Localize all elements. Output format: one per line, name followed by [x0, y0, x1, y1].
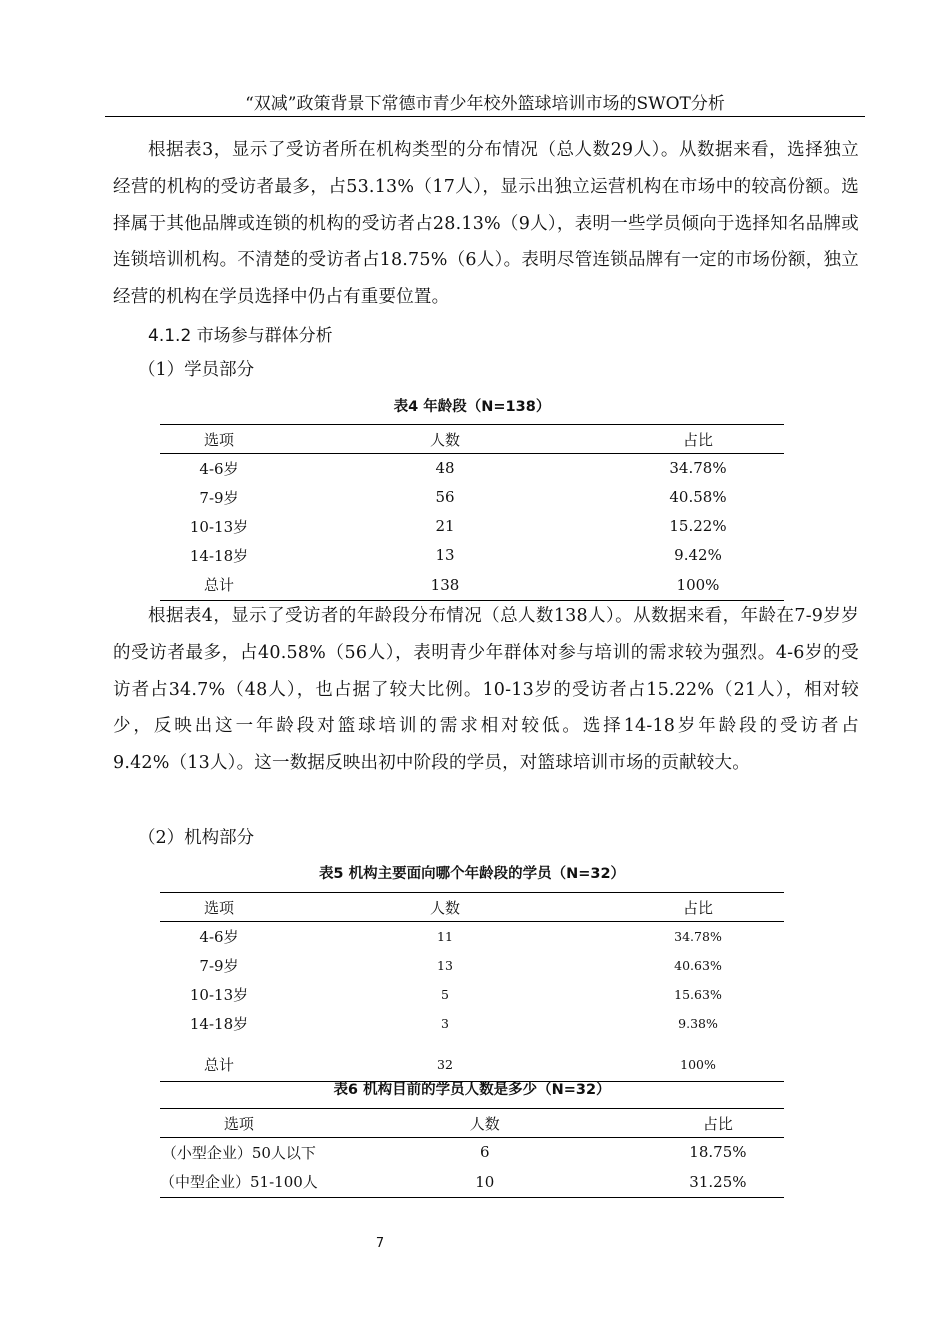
cell-percent: 100%: [612, 1038, 784, 1082]
table4: [160, 424, 784, 601]
cell-count: 21: [435, 517, 455, 535]
subsection-institutions: （2）机构部分: [138, 828, 255, 848]
cell-option: 7-9岁: [199, 488, 239, 507]
column-header: 选项: [160, 893, 278, 922]
table-row: [160, 922, 784, 951]
table5-caption: 表5 机构主要面向哪个年龄段的学员（N=32）: [318, 866, 626, 882]
cell-option: 14-18岁: [189, 1014, 249, 1033]
cell-percent: 9.42%: [674, 546, 722, 564]
cell-option: （小型企业）50人以下: [161, 1143, 316, 1162]
table-row: [160, 454, 784, 483]
column-header: 选项: [160, 425, 278, 454]
cell-count: 32: [278, 1038, 612, 1082]
cell-percent: 100%: [612, 570, 784, 601]
cell-count: 56: [435, 488, 455, 506]
table-row-total: [160, 570, 784, 601]
cell-option: 4-6岁: [199, 927, 239, 946]
cell-count: 138: [278, 570, 612, 601]
table-row-total: [160, 1038, 784, 1082]
cell-option: 4-6岁: [199, 459, 239, 478]
cell-percent: 9.38%: [678, 1015, 718, 1031]
subsection-students: （1）学员部分: [138, 360, 255, 380]
cell-count: 10: [318, 1167, 652, 1198]
cell-count: 11: [437, 928, 453, 944]
table-row: [160, 483, 784, 512]
column-header: 选项: [160, 1109, 318, 1138]
cell-percent: 15.63%: [674, 986, 722, 1002]
cell-option: 14-18岁: [189, 546, 249, 565]
cell-percent: 34.78%: [674, 928, 722, 944]
cell-count: 13: [435, 546, 455, 564]
table-row: [160, 1138, 784, 1167]
cell-percent: 31.25%: [652, 1167, 784, 1198]
table4-caption: 表4 年龄段（N=138）: [393, 399, 551, 415]
cell-count: 6: [480, 1143, 490, 1162]
column-header: 占比: [652, 1109, 784, 1138]
cell-count: 3: [441, 1015, 449, 1031]
cell-count: 5: [441, 986, 449, 1002]
cell-option: 10-13岁: [189, 985, 249, 1004]
cell-count: 13: [437, 957, 453, 973]
column-header: 占比: [612, 893, 784, 922]
table-row: [160, 980, 784, 1009]
paragraph-table4-analysis: 根据表4，显示了受访者的年龄段分布情况（总人数138人）。从数据来看，年龄在7-9岁岁的受访者最多，占40.58%（56人），表明青少年群体对参与培训的需求较为强烈。4-6岁的受访者占34.7%（48人），也占据了较大比例。10-13岁的受访者占15.22%（21人），相对较少，反映出这一年龄段对篮球培训的需求相对较低。选择14-18岁年龄段的受访者占9.42%（13人）。这一数据反映出初中阶段的学员，对篮球培训市场的贡献较大。: [113, 606, 859, 774]
cell-percent: 18.75%: [689, 1143, 747, 1162]
cell-count: 48: [435, 459, 455, 478]
cell-percent: 34.78%: [669, 459, 727, 478]
table6-caption: 表6 机构目前的学员人数是多少（N=32）: [333, 1082, 611, 1098]
page-number: 7: [375, 1236, 385, 1251]
table-row: [160, 1009, 784, 1038]
column-header: 人数: [278, 893, 612, 922]
cell-percent: 40.58%: [669, 488, 727, 506]
section-heading: 4.1.2 市场参与群体分析: [148, 326, 333, 346]
cell-option: （中型企业）51-100人: [160, 1167, 318, 1198]
cell-option: 总计: [160, 570, 278, 601]
cell-percent: 15.22%: [669, 517, 727, 535]
cell-percent: 40.63%: [674, 957, 722, 973]
column-header: 人数: [278, 425, 612, 454]
cell-option: 7-9岁: [199, 956, 239, 975]
header-rule: [105, 116, 865, 117]
table-row: [160, 1167, 784, 1198]
cell-option: 总计: [160, 1038, 278, 1082]
cell-option: 10-13岁: [189, 517, 249, 536]
table-row: [160, 951, 784, 980]
column-header: 人数: [318, 1109, 652, 1138]
table-header-row: [160, 893, 784, 922]
column-header: 占比: [612, 425, 784, 454]
table-header-row: [160, 425, 784, 454]
paragraph-table3-analysis: 根据表3，显示了受访者所在机构类型的分布情况（总人数29人）。从数据来看，选择独立经营的机构的受访者最多，占53.13%（17人），显示出独立运营机构在市场中的较高份额。选择属于其他品牌或连锁的机构的受访者占28.13%（9人），表明一些学员倾向于选择知名品牌或连锁培训机构。不清楚的受访者占18.75%（6人）。表明尽管连锁品牌有一定的市场份额，独立经营的机构在学员选择中仍占有重要位置。: [113, 140, 859, 308]
table-row: [160, 512, 784, 541]
table-row: [160, 541, 784, 570]
table-header-row: [160, 1109, 784, 1138]
table6: [160, 1108, 784, 1198]
table5: [160, 892, 784, 1082]
running-header: “双减”政策背景下常德市青少年校外篮球培训市场的SWOT分析: [245, 94, 725, 114]
